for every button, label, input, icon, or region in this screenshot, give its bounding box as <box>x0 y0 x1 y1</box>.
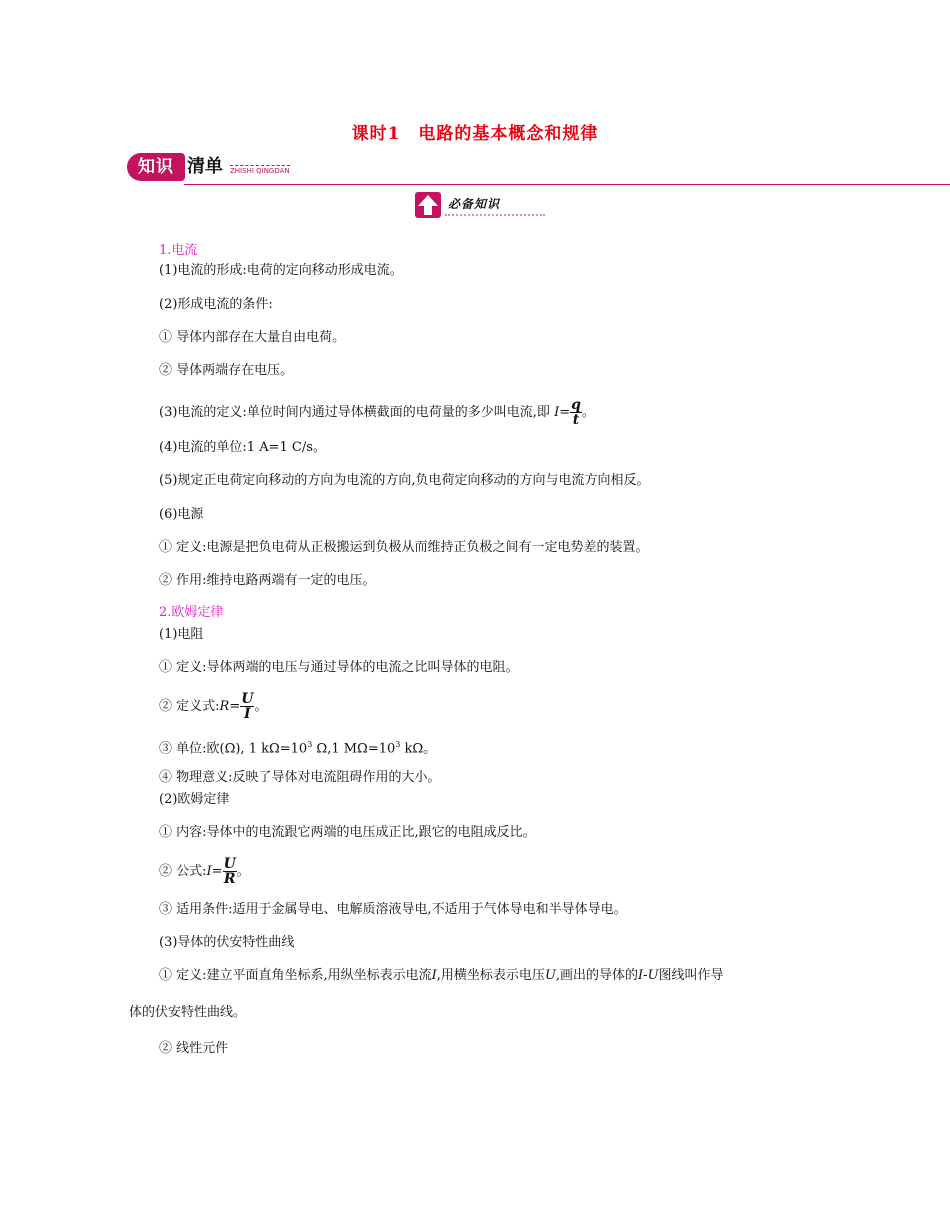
text-line: (2)形成电流的条件: <box>159 297 273 312</box>
section-banner <box>127 151 827 185</box>
subsection-label: 必备知识 <box>448 197 501 211</box>
text-line: (2)欧姆定律 <box>159 792 230 807</box>
text-segment: ② 公式: <box>159 864 207 879</box>
text-line-resistance-formula <box>159 692 267 721</box>
text-segment: 图线叫作导 <box>658 968 724 983</box>
text-line-iv-definition <box>159 968 724 984</box>
section-heading-current: 1.电流 <box>159 243 198 258</box>
fraction-denominator: R <box>223 871 236 887</box>
formula-fraction <box>570 398 582 427</box>
text-segment: ,画出的导体的 <box>555 968 639 983</box>
formula-variable: I <box>554 405 560 420</box>
fraction-denominator: t <box>572 412 580 428</box>
text-line: ② 作用:维持电路两端有一定的电压。 <box>159 573 376 588</box>
text-segment: ② 定义式: <box>159 699 220 714</box>
text-segment: ③ 单位:欧(Ω), 1 kΩ=10 <box>159 741 308 757</box>
text-segment: 。 <box>581 405 595 420</box>
text-segment: ,用横坐标表示电压 <box>436 968 545 983</box>
fraction-numerator: q <box>571 397 581 413</box>
fraction-numerator: U <box>223 856 236 872</box>
text-line-ohm-formula <box>159 857 250 886</box>
text-segment: ① 定义:建立平面直角坐标系,用纵坐标表示电流 <box>159 968 432 983</box>
text-segment: (3)电流的定义:单位时间内通过导体横截面的电荷量的多少叫电流,即 <box>159 405 550 420</box>
up-arrow-icon <box>415 192 441 218</box>
text-line: (6)电源 <box>159 507 204 522</box>
banner-divider <box>184 184 950 185</box>
text-segment: Ω,1 MΩ=10 <box>312 741 396 757</box>
text-segment: 。 <box>236 864 250 879</box>
banner-pinyin: ZHISHI QINGDAN <box>230 167 290 175</box>
text-line: (1)电流的形成:电荷的定向移动形成电流。 <box>159 263 403 278</box>
text-line: ① 内容:导体中的电流跟它两端的电压成正比,跟它的电阻成反比。 <box>159 825 536 840</box>
superscript: 3 <box>395 740 401 749</box>
text-line: ① 定义:导体两端的电压与通过导体的电流之比叫导体的电阻。 <box>159 660 519 675</box>
text-line-unit <box>159 737 436 757</box>
formula-variable: I <box>206 864 212 879</box>
text-line: (1)电阻 <box>159 627 204 642</box>
text-line: ② 导体两端存在电压。 <box>159 363 294 378</box>
text-line: 体的伏安特性曲线。 <box>129 1005 247 1020</box>
text-line: ④ 物理意义:反映了导体对电流阻碍作用的大小。 <box>159 770 441 785</box>
text-line: ① 导体内部存在大量自由电荷。 <box>159 330 346 345</box>
formula-variable: I <box>431 968 437 983</box>
formula-fraction <box>223 857 237 886</box>
formula-equals: = <box>211 864 223 879</box>
fraction-numerator: U <box>241 691 254 707</box>
text-segment: 。 <box>254 699 268 714</box>
text-line: ② 线性元件 <box>159 1041 229 1056</box>
text-line: (4)电流的单位:1 A=1 C/s。 <box>159 440 326 455</box>
formula-equals: = <box>559 405 571 420</box>
formula-equals: = <box>229 699 241 714</box>
formula-variable: U <box>544 968 556 983</box>
section-heading-ohm: 2.欧姆定律 <box>159 605 224 620</box>
text-segment: kΩ。 <box>400 741 437 757</box>
banner-left-label: 知识 <box>127 153 185 181</box>
superscript: 3 <box>307 740 313 749</box>
text-line: (3)导体的伏安特性曲线 <box>159 935 295 950</box>
text-line-current-formula <box>159 398 595 427</box>
banner-right-label: 清单 <box>187 156 223 177</box>
subsection-heading <box>415 192 535 222</box>
formula-variable: R <box>219 699 230 714</box>
text-line: ① 定义:电源是把负电荷从正极搬运到负极从而维持正负极之间有一定电势差的装置。 <box>159 540 649 555</box>
dotted-decoration <box>445 214 545 220</box>
formula-fraction <box>240 692 254 721</box>
text-line: ③ 适用条件:适用于金属导电、电解质溶液导电,不适用于气体导电和半导体导电。 <box>159 902 627 917</box>
text-line: (5)规定正电荷定向移动的方向为电流的方向,负电荷定向移动的方向与电流方向相反。 <box>159 473 650 488</box>
page-title: 课时1 电路的基本概念和规律 <box>351 124 599 144</box>
formula-variable: I-U <box>638 968 659 983</box>
fraction-denominator: I <box>244 706 251 722</box>
